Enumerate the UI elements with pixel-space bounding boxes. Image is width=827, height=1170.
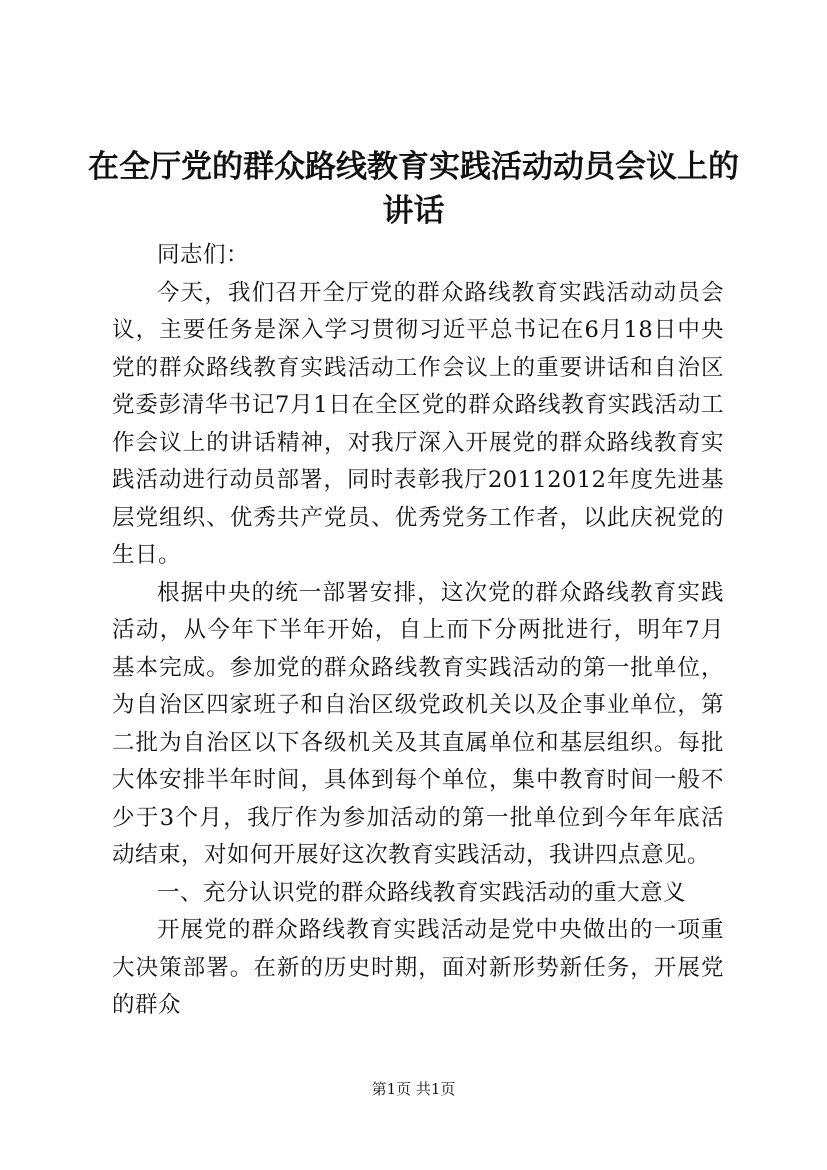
document-title: 在全厅党的群众路线教育实践活动动员会议上的讲话 (88, 149, 739, 229)
greeting: 同志们： (157, 242, 250, 268)
paragraph-3: 开展党的群众路线教育实践活动是党中央做出的一项重大决策部署。在新的历史时期，面对新形势新任务，开展党的群众 (112, 917, 724, 1018)
section-heading-1: 一、充分认识党的群众路线教育实践活动的重大意义 (157, 879, 687, 906)
paragraph-2: 根据中央的统一部署安排，这次党的群众路线教育实践活动，从今年下半年开始，自上而下分两批进行，明年7月基本完成。参加党的群众路线教育实践活动的第一批单位，为自治区四家班子和自治区级党政机关以及企事业单位，第二批为自治区以下各级机关及其直属单位和基层组织。每批大体安排半年时间，具体到每个单位，集中教育时间一般不少于3个月，我厅作为参加活动的第一批单位到今年年底活动结束，对如何开展好这次教育实践活动，我讲四点意见。 (112, 579, 724, 868)
page-number-footer: 第1页 共1页 (371, 1080, 456, 1098)
document-body (112, 237, 724, 1025)
paragraph-1: 今天，我们召开全厅党的群众路线教育实践活动动员会议，主要任务是深入学习贯彻习近平总书记在6月18日中央党的群众路线教育实践活动工作会议上的重要讲话和自治区党委彭清华书记7月1日在全区党的群众路线教育实践活动工作会议上的讲话精神，对我厅深入开展党的群众路线教育实践活动进行动员部署，同时表彰我厅20112012年度先进基层党组织、优秀共产党员、优秀党务工作者，以此庆祝党的生日。 (112, 279, 724, 568)
